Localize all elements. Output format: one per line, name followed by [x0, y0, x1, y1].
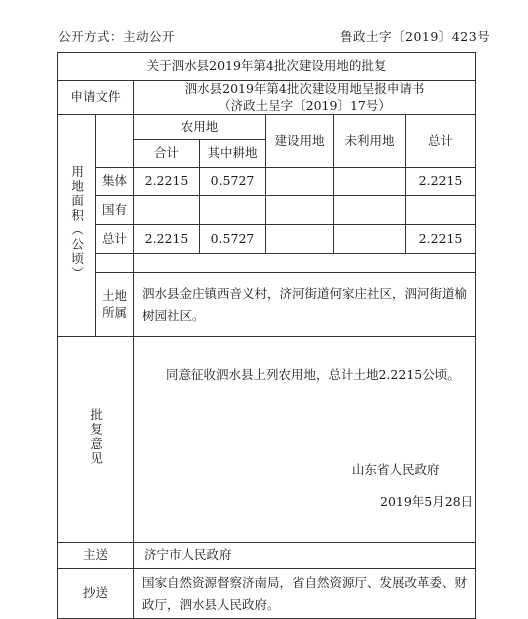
header-blank: [96, 115, 134, 168]
approval-text: 同意征收泗水县上列农用地，总计土地2.2215公顷。: [166, 367, 460, 382]
spacer-cell: [134, 254, 476, 273]
cell-sum: 2.2215: [406, 168, 476, 196]
land-area-label: 用地面积（公顷）: [69, 165, 85, 282]
document-number: 鲁政土字〔2019〕423号: [340, 29, 491, 44]
cell-unused: [334, 196, 406, 225]
application-label: 申请文件: [58, 81, 134, 115]
cell-farmland: 0.5727: [200, 225, 266, 254]
location-label-line-2: 所属: [101, 304, 127, 320]
title-row: [58, 53, 476, 81]
application-row: [58, 81, 476, 115]
header-total-sub: 合计: [134, 140, 200, 168]
approval-table: [57, 52, 476, 619]
cell-construction: [266, 225, 334, 254]
approval-label: 批复意见: [88, 408, 104, 467]
location-text: 泗水县金庄镇西音义村，济河街道何家庄社区，泗河街道榆树园社区。: [134, 273, 476, 337]
table-row: [58, 168, 476, 196]
location-label: [96, 273, 134, 337]
cell-sum: 2.2215: [406, 225, 476, 254]
cell-sum: [406, 196, 476, 225]
spacer-row: [58, 254, 476, 273]
location-row: [58, 273, 476, 337]
cell-unused: [334, 225, 406, 254]
cc-label: 抄送: [58, 569, 134, 619]
approval-label-cell: [58, 337, 134, 543]
row-label-total: 总计: [96, 225, 134, 254]
header-unused: 未利用地: [334, 115, 406, 168]
application-line-1: 泗水县2019年第4批次建设用地呈报申请书: [184, 81, 425, 97]
disclosure-method: 公开方式：主动公开: [58, 29, 176, 44]
cell-construction: [266, 168, 334, 196]
row-label-state: 国有: [96, 196, 134, 225]
table-row: [58, 225, 476, 254]
cell-farmland: 0.5727: [200, 168, 266, 196]
application-line-2: （济政土呈字〔2019〕17号）: [218, 97, 391, 113]
approval-date: 2019年5月28日: [380, 494, 474, 509]
cell-unused: [334, 168, 406, 196]
spacer-cell: [96, 254, 134, 273]
location-label-line-1: 土地: [101, 288, 127, 304]
main-recipient-value: 济宁市人民政府: [134, 543, 476, 569]
cell-total: [134, 196, 200, 225]
cc-row: [58, 569, 476, 619]
application-document: [134, 81, 476, 115]
header-agri: 农用地: [134, 115, 266, 140]
cc-value: 国家自然资源督察济南局，省自然资源厅、发展改革委、财政厅，泗水县人民政府。: [134, 569, 476, 619]
table-row: [58, 196, 476, 225]
cell-total: 2.2215: [134, 168, 200, 196]
land-area-label-cell: [58, 115, 96, 337]
approval-row: [58, 337, 476, 543]
header-farmland: 其中耕地: [200, 140, 266, 168]
approval-content: [134, 337, 476, 543]
approval-title: 关于泗水县2019年第4批次建设用地的批复: [58, 53, 476, 81]
cell-construction: [266, 196, 334, 225]
main-recipient-row: [58, 543, 476, 569]
approval-authority: 山东省人民政府: [352, 462, 440, 477]
cell-farmland: [200, 196, 266, 225]
row-label-collective: 集体: [96, 168, 134, 196]
header-construction: 建设用地: [266, 115, 334, 168]
cell-total: 2.2215: [134, 225, 200, 254]
header-sum: 总计: [406, 115, 476, 168]
main-recipient-label: 主送: [58, 543, 134, 569]
land-header-row-1: [58, 115, 476, 140]
